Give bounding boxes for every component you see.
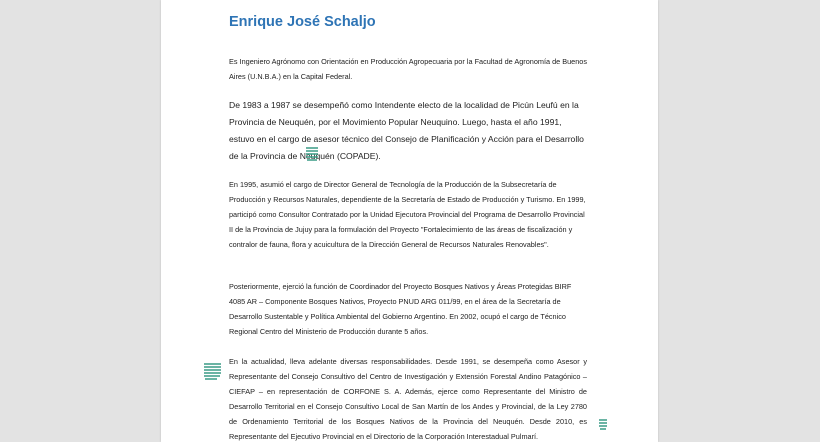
scribble-mark-icon	[305, 146, 319, 162]
document-title: Enrique José Schaljo	[229, 14, 376, 30]
document-page	[161, 0, 658, 442]
paragraph-coordinador: Posteriormente, ejerció la función de Coordinador del Proyecto Bosques Nativos y Áreas Protegidas BIRF 4085 AR – Componente Bosques Nativos, Proyecto PNUD ARG 011/99, en el área de la Secretaría de Desarrollo Sustentable y Política Ambiental del Gobierno Argentino. En 2002, ocupó el cargo de Técnico Regional Centro del Ministerio de Producción durante 5 años.	[229, 282, 572, 336]
paragraph-actualidad: En la actualidad, lleva adelante diversas responsabilidades. Desde 1991, se desempeña como Asesor y Representante del Consejo Consultivo del Centro de Investigación y Extensión Forestal Andino Patagónico – CIEFAP – en representación de CORFONE S. A. Además, ejerce como Representante del Ministro de Desarrollo Territorial en el Consejo Consultivo Local de San Martín de los Andes y Provincial, de la Ley 2780 de Ordenamiento Territorial de los Bosques Nativos de la Provincia del Neuquén. Desde 2010, es Representante del Ejecutivo Provincial en el Directorio de la Corporación Interestadual Pulmarí.	[229, 357, 587, 441]
scribble-mark-icon	[598, 418, 608, 430]
paragraph-education: Es Ingeniero Agrónomo con Orientación en Producción Agropecuaria por la Facultad de Agronomía de Buenos Aires (U.N.B.A.) en la Capital Federal.	[229, 57, 587, 81]
scribble-mark-icon	[203, 362, 223, 380]
paragraph-intendente: De 1983 a 1987 se desempeñó como Intendente electo de la localidad de Picún Leufú en la Provincia de Neuquén, por el Movimiento Popular Neuquino. Luego, hasta el año 1991, estuvo en el cargo de asesor técnico del Consejo de Planificación y Acción para el Desarrollo de la Provincia de Neuquén (COPADE).	[229, 100, 584, 161]
paragraph-director-general: En 1995, asumió el cargo de Director General de Tecnología de la Producción de la Subsecretaría de Producción y Recursos Naturales, dependiente de la Secretaría de Estado de Producción y Turismo. En 1999, participó como Consultor Contratado por la Unidad Ejecutora Provincial del Programa de Desarrollo Provincial II de la Provincia de Jujuy para la formulación del Proyecto "Fortalecimiento de las áreas de fiscalización y contralor de fauna, flora y acuicultura de la Dirección General de Recursos Naturales Renovables".	[229, 180, 586, 249]
